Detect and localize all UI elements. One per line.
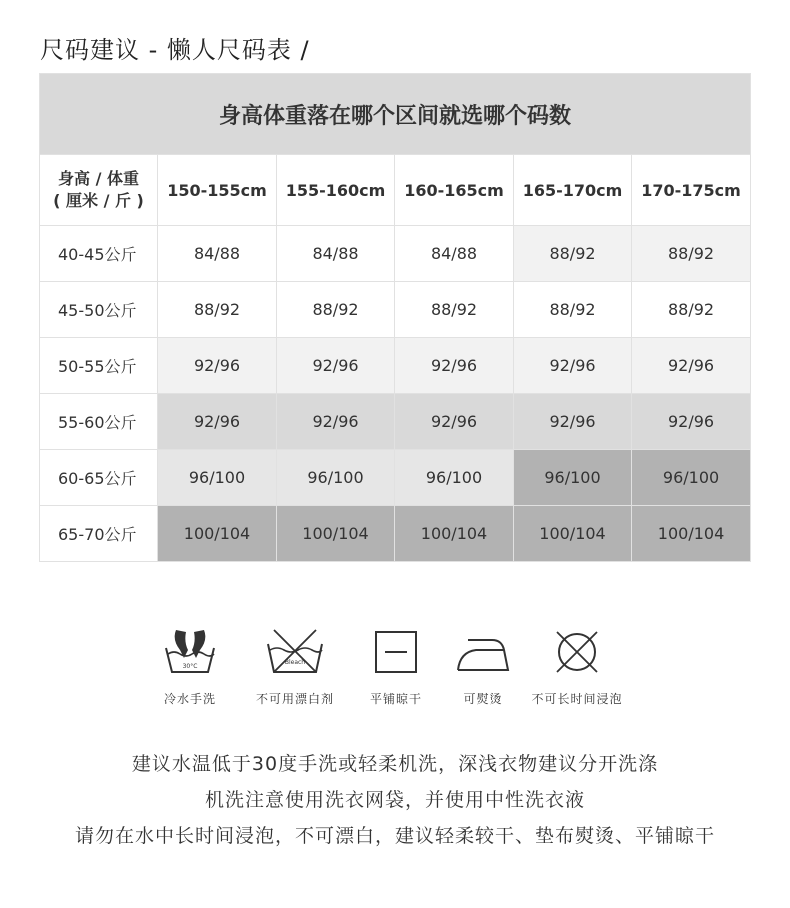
hand-wash-icon: [162, 628, 218, 676]
size-chart-table: [39, 73, 751, 562]
size-cell: 88/92: [158, 282, 277, 338]
size-cell: 96/100: [632, 450, 751, 506]
page-title: 尺码建议 - 懒人尺码表 /: [40, 36, 310, 64]
no-bleach-icon: [264, 628, 326, 676]
row-label: 40-45公斤: [40, 226, 158, 282]
corner-line-2: ( 厘米 / 斤 ): [53, 191, 144, 210]
size-cell: 96/100: [395, 450, 514, 506]
row-label: 60-65公斤: [40, 450, 158, 506]
size-cell: 96/100: [158, 450, 277, 506]
care-item-no-bleach: [240, 628, 350, 707]
size-cell: 84/88: [158, 226, 277, 282]
size-cell: 92/96: [514, 338, 632, 394]
table-row: [40, 506, 751, 562]
size-cell: 92/96: [158, 338, 277, 394]
size-cell: 92/96: [395, 338, 514, 394]
care-label: 可熨烫: [463, 692, 503, 706]
table-header-row: [40, 155, 751, 226]
column-header: 170-175cm: [632, 155, 751, 226]
care-item-iron: [448, 628, 518, 707]
size-cell: 92/96: [158, 394, 277, 450]
size-cell: 88/92: [632, 282, 751, 338]
column-header: 165-170cm: [514, 155, 632, 226]
row-label: 65-70公斤: [40, 506, 158, 562]
care-label: 平铺晾干: [369, 692, 422, 706]
no-bleach-icon-text: Bleach: [284, 659, 306, 666]
size-cell: 92/96: [514, 394, 632, 450]
size-cell: 92/96: [277, 338, 395, 394]
size-cell: 100/104: [395, 506, 514, 562]
column-header: 150-155cm: [158, 155, 277, 226]
table-row: [40, 226, 751, 282]
no-soak-icon: [552, 628, 602, 676]
care-label: 冷水手洗: [163, 692, 216, 706]
corner-header: [40, 155, 158, 226]
size-cell: 92/96: [395, 394, 514, 450]
iron-icon: [454, 628, 512, 676]
care-item-no-soak: [522, 628, 632, 707]
column-header: 155-160cm: [277, 155, 395, 226]
care-notes: [0, 746, 790, 854]
size-cell: 88/92: [632, 226, 751, 282]
size-cell: 92/96: [632, 394, 751, 450]
size-cell: 92/96: [277, 394, 395, 450]
row-label: 45-50公斤: [40, 282, 158, 338]
column-header: 160-165cm: [395, 155, 514, 226]
care-label: 不可用漂白剂: [255, 692, 334, 706]
size-cell: 84/88: [277, 226, 395, 282]
size-cell: 100/104: [514, 506, 632, 562]
care-item-dry-flat: [358, 628, 434, 707]
hand-wash-icon-text: 30°C: [182, 663, 198, 670]
size-cell: 92/96: [632, 338, 751, 394]
corner-line-1: 身高 / 体重: [58, 169, 139, 188]
table-row: [40, 394, 751, 450]
care-item-hand-wash: [155, 628, 225, 707]
row-label: 55-60公斤: [40, 394, 158, 450]
table-row: [40, 338, 751, 394]
size-cell: 88/92: [514, 282, 632, 338]
size-cell: 88/92: [514, 226, 632, 282]
size-cell: 100/104: [632, 506, 751, 562]
size-cell: 100/104: [158, 506, 277, 562]
note-line: 请勿在水中长时间浸泡，不可漂白，建议轻柔较干、垫布熨烫、平铺晾干: [74, 825, 715, 847]
size-cell: 88/92: [395, 282, 514, 338]
care-label: 不可长时间浸泡: [531, 692, 623, 706]
size-cell: 88/92: [277, 282, 395, 338]
size-cell: 96/100: [514, 450, 632, 506]
note-line: 建议水温低于30度手洗或轻柔机洗，深浅衣物建议分开洗涤: [131, 753, 659, 775]
size-cell: 100/104: [277, 506, 395, 562]
note-line: 机洗注意使用洗衣网袋，并使用中性洗衣液: [204, 789, 585, 811]
table-row: [40, 450, 751, 506]
size-cell: 96/100: [277, 450, 395, 506]
table-heading: 身高体重落在哪个区间就选哪个码数: [40, 74, 751, 155]
row-label: 50-55公斤: [40, 338, 158, 394]
dry-flat-icon: [372, 628, 420, 676]
table-row: [40, 282, 751, 338]
size-cell: 84/88: [395, 226, 514, 282]
